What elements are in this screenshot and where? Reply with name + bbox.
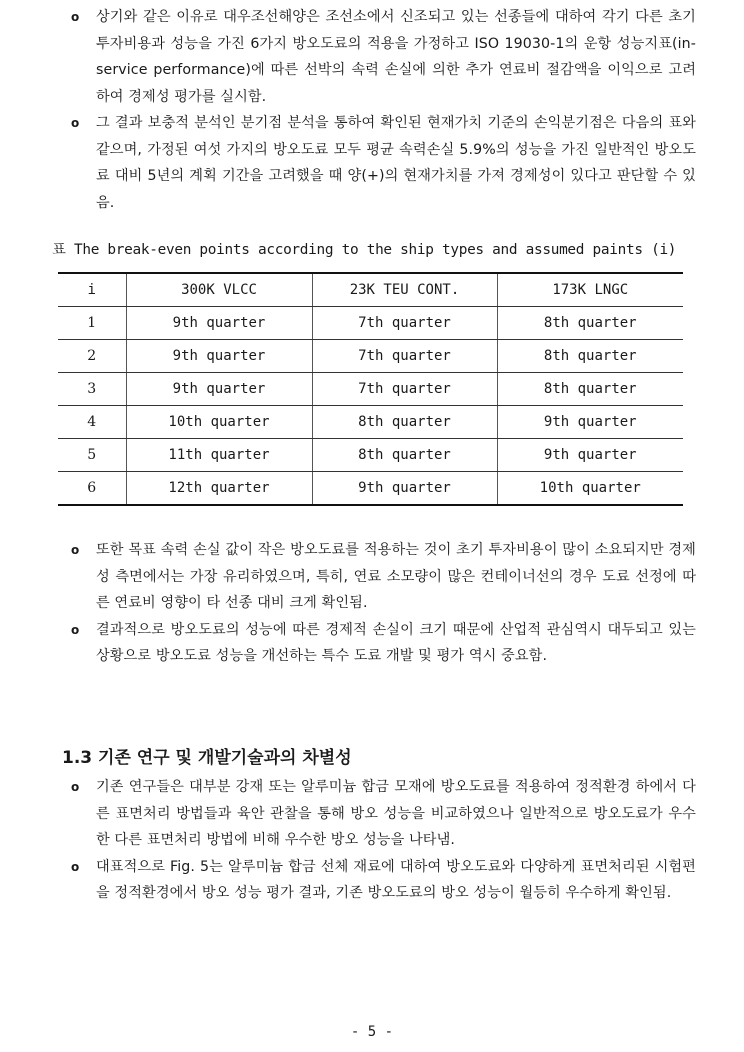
bullet-text: 대표적으로 Fig. 5는 알루미늄 합금 선체 재료에 대하여 방오도료와 다양하게 표면처리된 시험편을 정적환경에서 방오 성능 평가 결과, 기존 방오도료의 방오 성능이 월등히 우수하게 확인됨. <box>96 858 696 901</box>
table-cell: 10th quarter <box>497 472 683 506</box>
table-cell: 8th quarter <box>312 439 497 472</box>
bullet-text: 그 결과 보충적 분석인 분기점 분석을 통하여 확인된 현재가치 기준의 손익분기점은 다음의 표와 같으며, 가정된 여섯 가지의 방오도료 모두 평균 속력손실 5.9%의 성능을 가진 일반적인 방오도료 대비 5년의 계획 기간을 고려했을 때 양(+)의 현재가치를 가져 경제성이 있다고 판단할 수 있음. <box>96 115 696 211</box>
bullet-paragraph <box>66 854 696 907</box>
table-cell-index: 1 <box>58 307 126 340</box>
column-header-lngc: 173K LNGC <box>497 273 683 307</box>
table-cell: 12th quarter <box>126 472 312 506</box>
break-even-table <box>58 272 683 506</box>
table-cell-index: 6 <box>58 472 126 506</box>
table-cell: 8th quarter <box>312 406 497 439</box>
bullet-mark-icon: o <box>71 10 80 24</box>
bullet-mark-icon: o <box>71 622 80 637</box>
table-cell: 7th quarter <box>312 307 497 340</box>
column-header-i: i <box>58 273 126 307</box>
bullet-mark-icon: o <box>71 859 80 874</box>
table-row <box>58 406 683 439</box>
table-cell-index: 5 <box>58 439 126 472</box>
bullet-paragraph <box>66 110 696 216</box>
table-row <box>58 307 683 340</box>
bottom-bullet-list <box>66 774 696 907</box>
column-header-container: 23K TEU CONT. <box>312 273 497 307</box>
table-cell: 9th quarter <box>126 340 312 373</box>
table-cell-index: 2 <box>58 340 126 373</box>
bullet-paragraph <box>66 537 696 617</box>
table-cell: 9th quarter <box>126 307 312 340</box>
table-row <box>58 472 683 506</box>
table-cell: 7th quarter <box>312 340 497 373</box>
table-cell: 9th quarter <box>497 406 683 439</box>
table-cell: 9th quarter <box>126 373 312 406</box>
table-cell: 11th quarter <box>126 439 312 472</box>
table-cell: 9th quarter <box>497 439 683 472</box>
table-row <box>58 340 683 373</box>
table-cell: 10th quarter <box>126 406 312 439</box>
bullet-mark-icon: o <box>71 543 80 557</box>
bullet-mark-icon: o <box>71 116 80 130</box>
table-row <box>58 439 683 472</box>
bullet-text: 상기와 같은 이유로 대우조선해양은 조선소에서 신조되고 있는 선종들에 대하여 각기 다른 초기 투자비용과 성능을 가진 6가지 방오도료의 적용을 가정하고 ISO 19030-1의 운항 성능지표(in-service performance)에 따른 선박의 속력 손실에 의한 추가 연료비 절감액을 이익으로 고려하여 경제성 평가를 실시함. <box>96 9 696 105</box>
middle-bullet-list <box>66 537 696 670</box>
bullet-paragraph <box>66 617 696 670</box>
section-heading: 1.3 기존 연구 및 개발기술과의 차별성 <box>62 748 352 768</box>
bullet-mark-icon: o <box>71 780 80 794</box>
table-cell: 8th quarter <box>497 373 683 406</box>
table-cell: 8th quarter <box>497 340 683 373</box>
bullet-text: 또한 목표 속력 손실 값이 작은 방오도료를 적용하는 것이 초기 투자비용이 많이 소요되지만 경제성 측면에서는 가장 유리하였으며, 특히, 연료 소모량이 많은 컨테이너선의 경우 도료 선정에 따른 연료비 영향이 타 선종 대비 크게 확인됨. <box>96 542 696 611</box>
bullet-text: 기존 연구들은 대부분 강재 또는 알루미늄 합금 모재에 방오도료를 적용하여 정적환경 하에서 다른 표면처리 방법들과 육안 관찰을 통해 방오 성능을 비교하였으나 일반적으로 방오도료가 우수한 다른 표면처리 방법에 비해 우수한 방오 성능을 나타냄. <box>96 779 696 848</box>
top-bullet-list <box>66 4 696 216</box>
table-header-row <box>58 273 683 307</box>
bullet-paragraph <box>66 774 696 854</box>
table-cell-index: 4 <box>58 406 126 439</box>
table-cell-index: 3 <box>58 373 126 406</box>
column-header-vlcc: 300K VLCC <box>126 273 312 307</box>
table-cell: 8th quarter <box>497 307 683 340</box>
bullet-paragraph <box>66 4 696 110</box>
page-number: - 5 - <box>350 1024 394 1040</box>
table-cell: 7th quarter <box>312 373 497 406</box>
table-row <box>58 373 683 406</box>
table-caption: 표 The break-even points according to the ship types and assumed paints (i) <box>52 242 677 258</box>
table-cell: 9th quarter <box>312 472 497 506</box>
bullet-text: 결과적으로 방오도료의 성능에 따른 경제적 손실이 크기 때문에 산업적 관심역시 대두되고 있는 상황으로 방오도료 성능을 개선하는 특수 도료 개발 및 평가 역시 중요함. <box>96 621 696 664</box>
